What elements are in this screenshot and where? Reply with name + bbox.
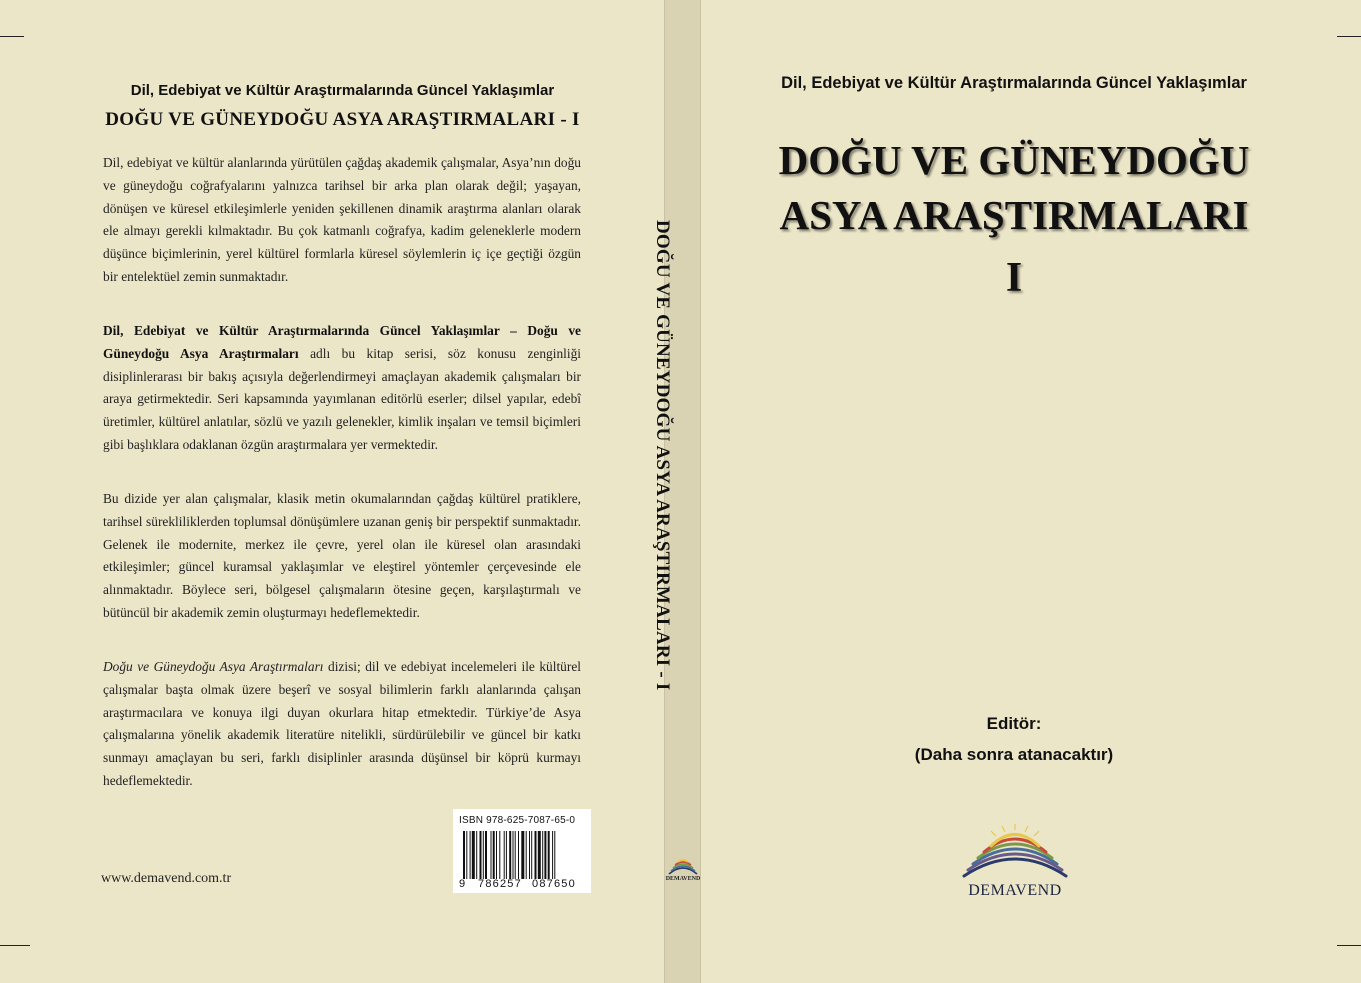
- front-series-title: Dil, Edebiyat ve Kültür Araştırmalarında Güncel Yaklaşımlar: [781, 74, 1247, 92]
- front-publisher-name: DEMAVEND: [968, 882, 1062, 899]
- barcode-bar: [538, 831, 541, 879]
- barcode-bar: [504, 831, 505, 879]
- barcode-bar: [515, 831, 516, 879]
- barcode-bar: [544, 831, 546, 879]
- barcode-bar: [526, 831, 527, 879]
- demavend-logo-icon: [960, 824, 1070, 882]
- barcode-bar: [535, 831, 537, 879]
- crop-mark: [0, 36, 24, 37]
- barcode-bar: [499, 831, 500, 879]
- back-paragraph-4: [103, 656, 581, 793]
- isbn-label: ISBN 978-625-7087-65-0: [459, 815, 576, 826]
- barcode-bar: [518, 831, 519, 879]
- barcode-bar: [493, 831, 495, 879]
- back-paragraph-2-text: adlı bu kitap serisi, söz konusu zenginliği disiplinlerarası bir bakış açısıyla değerlendirmeyi amaçlayan akademik çalışmaları bir araya getirmektedir. Seri kapsamında yayımlanan editörlü eserler; dilsel yapılar, edebî üretimler, kültürel anlatılar, sözlü ve yazılı gelenekler, kimlik inşaları ve temsil biçimleri gibi başlıklara odaklanan özgün araştırmalara yer vermektedir.: [103, 345, 581, 452]
- barcode-bar: [483, 831, 484, 879]
- barcode-bar: [466, 831, 467, 879]
- barcode-bar: [476, 831, 477, 879]
- barcode-bar: [485, 831, 487, 879]
- barcode-bar: [531, 831, 532, 879]
- barcode-bar: [470, 831, 471, 879]
- barcode-bar: [552, 831, 553, 879]
- spine-title: DOĞU VE GÜNEYDOĞU ASYA ARAŞTIRMALARI - I: [652, 220, 673, 691]
- barcode-bar: [529, 831, 530, 879]
- barcode-bar: [506, 831, 507, 879]
- crop-mark: [1337, 945, 1361, 946]
- back-paragraph-4-text: dizisi; dil ve edebiyat incelemeleri ile kültürel çalışmalar başta olmak üzere beşerî ve sosyal bilimlerin farklı alanlarında çalışan araştırmacılara ve konuya ilgi duyan okurlara hitap etmektedir. Türkiye’de Asya çalışmalarına yönelik akademik literatüre nitelikli, sürdürülebilir ve güncel bir katkı sunmayı amaçlayan bu seri, farklı disiplinler arasında düşünsel bir köprü kurmayı hedeflemektedir.: [103, 659, 581, 788]
- publisher-website: www.demavend.com.tr: [101, 871, 232, 886]
- isbn-digits-right: 087650: [532, 878, 576, 890]
- back-paragraph-1: Dil, edebiyat ve kültür alanlarında yürütülen çağdaş akademik çalışmalar, Asya’nın doğu ve güneydoğu coğrafyalarını yalnızca tarihsel bir arka plan olarak değil; yaşayan, dönüşen ve küresel etkileşimlerle yeniden şekillenen dinamik araştırma alanları olarak ele almayı gerekli kılmaktadır. Bu çok katmanlı coğrafya, kadim geleneklerle modern düşünce biçimlerinin, yerel kültürel formlarla küresel söylemlerin iç içe geçtiği özgün bir entelektüel zemin sunmaktadır.: [103, 155, 581, 284]
- barcode-bar: [542, 831, 543, 879]
- back-paragraph-2: [103, 320, 581, 457]
- front-title-volume: I: [1005, 255, 1023, 301]
- barcode-bar: [521, 831, 524, 879]
- demavend-logo-icon: [666, 858, 700, 876]
- editor-name: (Daha sonra atanacaktır): [914, 745, 1114, 764]
- barcode-bar: [513, 831, 514, 879]
- spine-publisher: DEMAVEND: [665, 876, 701, 882]
- isbn-digits-left: 786257: [478, 878, 522, 890]
- back-book-title: DOĞU VE GÜNEYDOĞU ASYA ARAŞTIRMALARI - I: [105, 109, 580, 130]
- barcode-bar: [554, 831, 555, 879]
- crop-mark: [1337, 36, 1361, 37]
- back-series-title: Dil, Edebiyat ve Kültür Araştırmalarında Güncel Yaklaşımlar: [130, 82, 555, 99]
- back-paragraph-4-italic: Doğu ve Güneydoğu Asya Araştırmaları: [103, 659, 324, 674]
- barcode-bar: [480, 831, 482, 879]
- isbn-digit-prefix: 9: [459, 878, 466, 890]
- barcode-bar: [491, 831, 492, 879]
- back-paragraph-3: Bu dizide yer alan çalışmalar, klasik metin okumalarından çağdaş kültürel pratiklere, tarihsel sürekliliklerden toplumsal dönüşümlere uzanan geniş bir perspektif sunmaktadır. Gelenek ile modernite, merkez ile çevre, yerel olan ile küresel olan arasındaki etkileşimler; güncel kuramsal yaklaşımlar ve eleştirel yöntemler çerçevesinde ele alınmaktadır. Böylece seri, bölgesel çalışmaların ötesine geçen, karşılaştırmalı ve bütüncül bir akademik zemin oluşturmayı hedeflemektedir.: [103, 491, 581, 620]
- isbn-barcode-box: [453, 809, 591, 893]
- crop-mark: [0, 945, 30, 946]
- barcode-bar: [472, 831, 475, 879]
- barcode-bar: [463, 831, 465, 879]
- editor-label: Editör:: [986, 714, 1042, 733]
- barcode-icon: [463, 831, 581, 879]
- barcode-bar: [496, 831, 497, 879]
- barcode-bar: [509, 831, 511, 879]
- barcode-bar: [548, 831, 550, 879]
- back-paragraph-2-bold: Dil, Edebiyat ve Kültür Araştırmalarında Güncel Yaklaşımlar – Doğu ve Güneydoğu Asya Araştırmaları: [103, 323, 581, 361]
- front-title-line-1: DOĞU VE GÜNEYDOĞU: [778, 137, 1250, 183]
- front-title-line-2: ASYA ARAŞTIRMALARI: [779, 192, 1249, 238]
